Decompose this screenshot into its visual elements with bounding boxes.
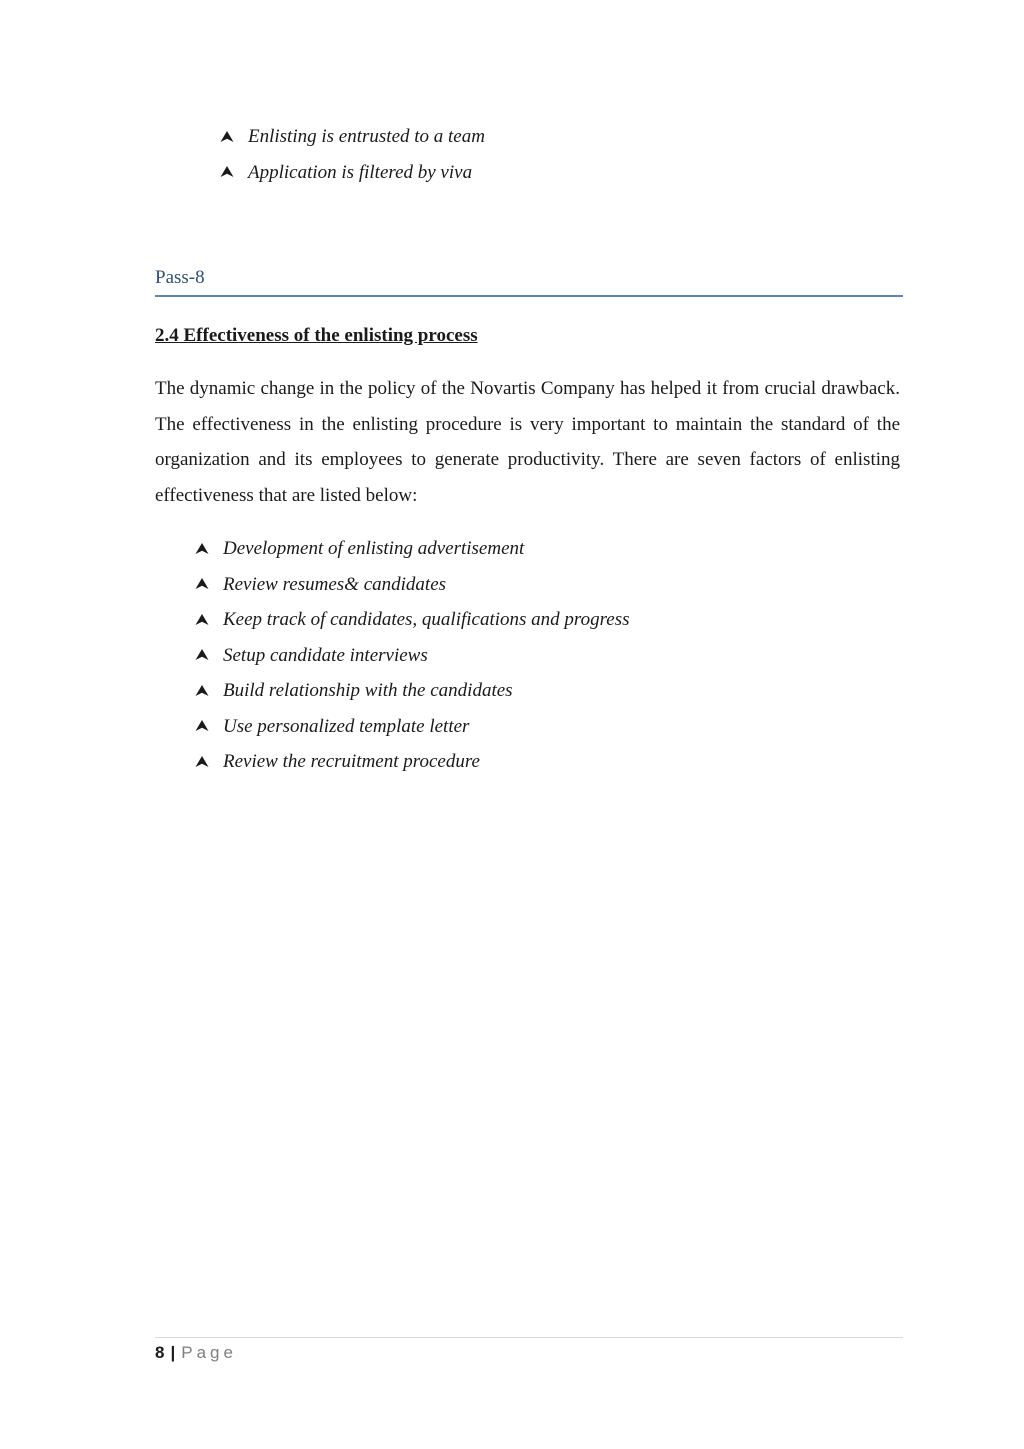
arrowhead-up-icon (195, 567, 215, 603)
footer-divider (155, 1337, 903, 1338)
arrowhead-up-icon (195, 709, 215, 745)
arrowhead-up-icon (195, 602, 215, 638)
section-label: Pass-8 (155, 267, 205, 288)
arrowhead-up-icon (195, 673, 215, 709)
list-item-text: Review resumes& candidates (223, 573, 447, 595)
page-footer (155, 1341, 237, 1365)
body-paragraph: The dynamic change in the policy of the Novartis Company has helped it from crucial drawback. The effectiveness in the enlisting procedure is very important to maintain the standard of the organization and its employees to generate productivity. There are seven factors of enlisting effectiveness that are listed below: (155, 378, 900, 506)
arrowhead-up-icon (195, 744, 215, 780)
list-item-text: Setup candidate interviews (223, 644, 428, 666)
arrowhead-up-icon (195, 531, 215, 567)
list-item-text: Enlisting is entrusted to a team (248, 126, 485, 147)
arrowhead-up-icon (195, 638, 215, 674)
list-item-text: Development of enlisting advertisement (223, 538, 525, 559)
section-divider (155, 295, 903, 297)
arrowhead-up-icon (220, 119, 240, 155)
page-word: Page (181, 1343, 237, 1362)
section-heading: 2.4 Effectiveness of the enlisting process (155, 325, 478, 346)
footer-separator: | (170, 1343, 176, 1362)
list-item-text: Review the recruitment procedure (223, 751, 480, 772)
arrowhead-up-icon (220, 155, 240, 191)
list-item-text: Keep track of candidates, qualifications and progress (223, 609, 630, 630)
page-number: 8 (155, 1343, 165, 1362)
list-item-text: Application is filtered by viva (248, 161, 473, 183)
list-item-text: Build relationship with the candidates (223, 680, 513, 701)
list-item-text: Use personalized template letter (223, 715, 470, 737)
